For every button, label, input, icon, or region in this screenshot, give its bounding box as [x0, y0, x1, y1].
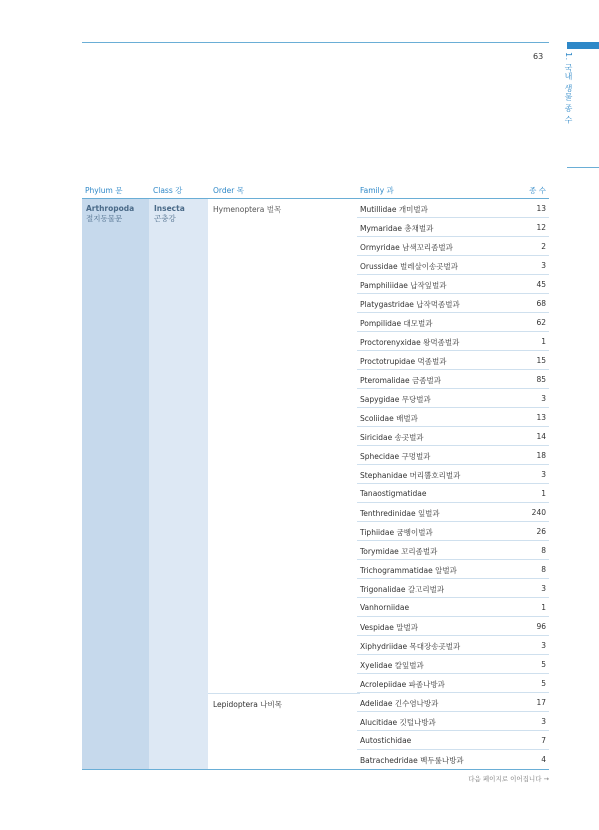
family-name: Trichogrammatidae 알벌과 — [360, 566, 457, 575]
header-family: Family 과 — [360, 186, 394, 195]
family-name: Adelidae 긴수염나방과 — [360, 699, 439, 708]
species-count: 17 — [536, 698, 546, 707]
table-row — [357, 636, 549, 655]
phylum-latin: Arthropoda — [86, 204, 135, 213]
species-count: 8 — [541, 565, 546, 574]
family-name: Pompilidae 대모벌과 — [360, 319, 433, 328]
page-number: 63 — [533, 52, 544, 61]
family-rows — [357, 199, 549, 769]
table-row — [357, 484, 549, 503]
species-count: 26 — [536, 527, 546, 536]
species-count: 14 — [536, 432, 546, 441]
species-count: 3 — [541, 717, 546, 726]
species-count: 68 — [536, 299, 546, 308]
order-lepidoptera: Lepidoptera 나비목 — [213, 700, 282, 709]
species-count: 2 — [541, 242, 546, 251]
family-name: Alucitidae 깃털나방과 — [360, 718, 436, 727]
header-class: Class 강 — [153, 186, 183, 195]
species-count: 1 — [541, 489, 546, 498]
table-row — [357, 389, 549, 408]
species-count: 62 — [536, 318, 546, 327]
species-table — [82, 181, 549, 770]
table-row — [357, 275, 549, 294]
table-row — [357, 503, 549, 522]
family-name: Proctorenyxidae 왕먹좀벌과 — [360, 338, 460, 347]
table-row — [357, 579, 549, 598]
continued-note: 다음 페이지로 이어집니다 → — [468, 775, 549, 783]
table-row — [357, 674, 549, 693]
species-count: 96 — [536, 622, 546, 631]
family-name: Autostichidae — [360, 736, 412, 745]
family-name: Ormyridae 남색꼬리좀벌과 — [360, 243, 453, 252]
table-row — [357, 427, 549, 446]
section-label: 1. 국내 생물 종 수 — [564, 52, 573, 124]
table-row — [357, 750, 549, 769]
class-cell — [149, 199, 208, 769]
table-row — [357, 560, 549, 579]
header-phylum: Phylum 문 — [85, 186, 123, 195]
table-row — [357, 446, 549, 465]
table-row — [357, 370, 549, 389]
species-count: 85 — [536, 375, 546, 384]
species-count: 45 — [536, 280, 546, 289]
species-count: 13 — [536, 204, 546, 213]
table-row — [357, 541, 549, 560]
order-hymenoptera: Hymenoptera 벌목 — [213, 205, 282, 214]
family-name: Trigonalidae 갈고리벌과 — [360, 585, 445, 594]
top-rule — [82, 42, 549, 43]
family-name: Sphecidae 구멍벌과 — [360, 452, 431, 461]
table-row — [357, 313, 549, 332]
species-count: 4 — [541, 755, 546, 764]
species-count: 8 — [541, 546, 546, 555]
species-count: 1 — [541, 337, 546, 346]
table-header — [82, 181, 549, 199]
species-count: 7 — [541, 736, 546, 745]
table-row — [357, 351, 549, 370]
table-row — [357, 256, 549, 275]
table-row — [357, 218, 549, 237]
family-name: Xyelidae 칼잎벌과 — [360, 661, 424, 670]
table-row — [357, 294, 549, 313]
species-count: 15 — [536, 356, 546, 365]
table-row — [357, 655, 549, 674]
species-count: 3 — [541, 394, 546, 403]
family-name: Orussidae 벌레살이송곳벌과 — [360, 262, 458, 271]
table-row — [357, 693, 549, 712]
table-row — [357, 332, 549, 351]
family-name: Tiphiidae 굼벵이벌과 — [360, 528, 433, 537]
family-name: Pamphiliidae 납작잎벌과 — [360, 281, 447, 290]
species-count: 3 — [541, 641, 546, 650]
species-count: 18 — [536, 451, 546, 460]
section-tab — [567, 42, 599, 49]
table-row — [357, 712, 549, 731]
family-name: Batrachedridae 벡두룰나방과 — [360, 756, 464, 765]
family-name: Vanhorniidae — [360, 603, 410, 612]
table-row — [357, 237, 549, 256]
table-row — [357, 408, 549, 427]
family-name: Siricidae 송곳벌과 — [360, 433, 424, 442]
family-name: Xiphydriidae 목대장송곳벌과 — [360, 642, 461, 651]
species-count: 5 — [541, 660, 546, 669]
phylum-korean: 절지동물문 — [86, 214, 123, 223]
species-count: 240 — [531, 508, 546, 517]
family-name: Stephanidae 머리뿔호리벌과 — [360, 471, 461, 480]
phylum-cell — [82, 199, 149, 769]
table-row — [357, 598, 549, 617]
side-rule — [567, 167, 599, 168]
class-latin: Insecta — [154, 204, 185, 213]
family-name: Platygastridae 납작먹좀벌과 — [360, 300, 460, 309]
class-korean: 곤충강 — [154, 214, 176, 223]
family-name: Proctotrupidae 먹좀벌과 — [360, 357, 447, 366]
table-row — [357, 465, 549, 484]
species-count: 12 — [536, 223, 546, 232]
family-name: Scoliidae 배벌과 — [360, 414, 418, 423]
table-row — [357, 617, 549, 636]
order-divider — [208, 693, 360, 694]
family-name: Mutillidae 개미벌과 — [360, 205, 428, 214]
species-count: 3 — [541, 584, 546, 593]
table-body — [82, 199, 549, 770]
family-name: Torymidae 꼬리좀벌과 — [360, 547, 438, 556]
header-count: 종 수 — [529, 186, 546, 195]
family-name: Pteromalidae 금좀벌과 — [360, 376, 441, 385]
species-count: 5 — [541, 679, 546, 688]
table-row — [357, 731, 549, 750]
species-count: 13 — [536, 413, 546, 422]
species-count: 3 — [541, 261, 546, 270]
species-count: 1 — [541, 603, 546, 612]
header-order: Order 목 — [213, 186, 244, 195]
species-count: 3 — [541, 470, 546, 479]
family-name: Mymaridae 총채벌과 — [360, 224, 434, 233]
family-name: Tanaostigmatidae — [360, 489, 427, 498]
family-name: Tenthredinidae 잎벌과 — [360, 509, 440, 518]
table-row — [357, 199, 549, 218]
family-name: Sapygidae 무당벌과 — [360, 395, 431, 404]
family-name: Acrolepiidae 파좀나방과 — [360, 680, 445, 689]
family-name: Vespidae 말벌과 — [360, 623, 419, 632]
table-row — [357, 522, 549, 541]
